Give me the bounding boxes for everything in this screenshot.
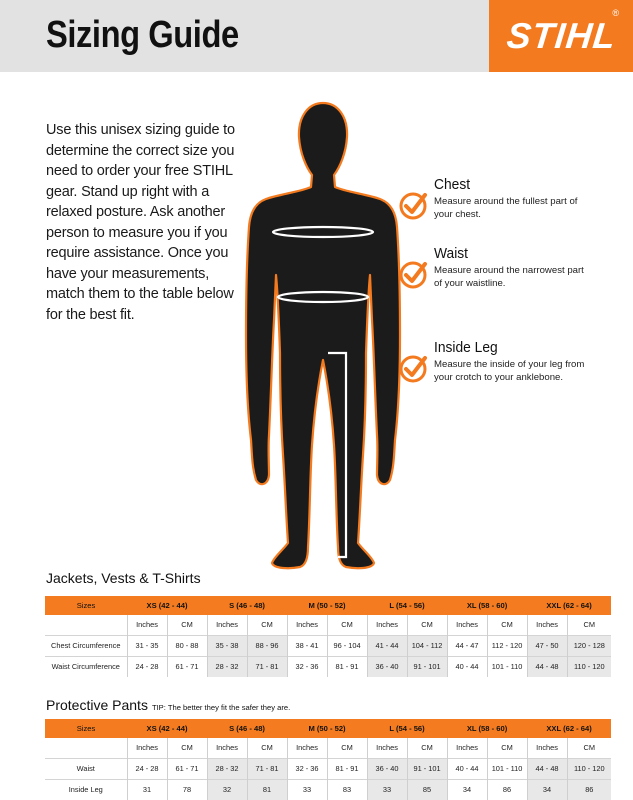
intro-text: Use this unisex sizing guide to determine the correct size you need to order your free STIHL gear. Stand up right with a relaxed posture. Ask another person to measure you if you require assistance. Once you have your measurements, match them to the table below for the best fit. [46, 122, 235, 323]
unit-cm: CM [407, 615, 447, 635]
table-row [45, 758, 611, 779]
table-cell: 34 [447, 779, 487, 800]
table-cell: 110 - 120 [567, 656, 611, 677]
table-cell: 91 - 101 [407, 758, 447, 779]
unit-inches: Inches [367, 738, 407, 758]
unit-inches: Inches [527, 615, 567, 635]
table-cell: 61 - 71 [167, 758, 207, 779]
row-label: Waist Circumference [45, 656, 127, 677]
unit-inches: Inches [127, 738, 167, 758]
table-cell: 35 - 38 [207, 635, 247, 656]
empty-cell [45, 615, 127, 635]
unit-cm: CM [167, 738, 207, 758]
table-cell: 96 - 104 [327, 635, 367, 656]
table-cell: 80 - 88 [167, 635, 207, 656]
table-cell: 31 [127, 779, 167, 800]
registered-mark: ® [612, 8, 619, 18]
page-title: Sizing Guide [46, 14, 239, 56]
unit-cm: CM [407, 738, 447, 758]
table-cell: 34 [527, 779, 567, 800]
table-cell: 71 - 81 [247, 758, 287, 779]
unit-inches: Inches [127, 615, 167, 635]
body-silhouette-figure [238, 95, 408, 575]
unit-inches: Inches [287, 738, 327, 758]
table-cell: 86 [487, 779, 527, 800]
unit-cm: CM [487, 615, 527, 635]
inside-leg-title: Inside Leg [434, 339, 498, 356]
waist-title: Waist [434, 245, 468, 262]
unit-cm: CM [247, 738, 287, 758]
table-cell: 86 [567, 779, 611, 800]
table-cell: 36 - 40 [367, 656, 407, 677]
chest-title: Chest [434, 176, 471, 193]
table-cell: 40 - 44 [447, 656, 487, 677]
size-xs: XS (42 - 44) [127, 719, 207, 738]
table-cell: 41 - 44 [367, 635, 407, 656]
unit-inches: Inches [207, 615, 247, 635]
table-cell: 81 [247, 779, 287, 800]
table-cell: 91 - 101 [407, 656, 447, 677]
table-units-row [45, 615, 611, 635]
chest-desc: Measure around the fullest part of your chest. [434, 196, 578, 220]
table-size-header-row [45, 596, 611, 615]
table-cell: 61 - 71 [167, 656, 207, 677]
table-cell: 33 [367, 779, 407, 800]
table-cell: 36 - 40 [367, 758, 407, 779]
unit-cm: CM [247, 615, 287, 635]
size-xxl: XXL (62 - 64) [527, 596, 611, 615]
size-m: M (50 - 52) [287, 719, 367, 738]
table-cell: 24 - 28 [127, 758, 167, 779]
size-s: S (46 - 48) [207, 719, 287, 738]
table-cell: 33 [287, 779, 327, 800]
size-xl: XL (58 - 60) [447, 596, 527, 615]
unit-inches: Inches [207, 738, 247, 758]
unit-inches: Inches [447, 615, 487, 635]
row-label: Chest Circumference [45, 635, 127, 656]
table-cell: 28 - 32 [207, 758, 247, 779]
table-cell: 83 [327, 779, 367, 800]
table-cell: 24 - 28 [127, 656, 167, 677]
table-row [45, 635, 611, 656]
table-cell: 104 - 112 [407, 635, 447, 656]
table-cell: 44 - 48 [527, 656, 567, 677]
waist-desc: Measure around the narrowest part of your waistline. [434, 265, 584, 289]
check-circle-icon [398, 353, 428, 383]
body-silhouette [246, 103, 400, 568]
table-cell: 101 - 110 [487, 758, 527, 779]
size-xs: XS (42 - 44) [127, 596, 207, 615]
unit-cm: CM [167, 615, 207, 635]
unit-cm: CM [487, 738, 527, 758]
logo-text: STIHL [504, 15, 618, 56]
inside-leg-desc: Measure the inside of your leg from your crotch to your anklebone. [434, 359, 585, 383]
jackets-section-title: Jackets, Vests & T-Shirts [46, 570, 201, 586]
unit-inches: Inches [447, 738, 487, 758]
table-cell: 32 - 36 [287, 656, 327, 677]
table-cell: 85 [407, 779, 447, 800]
pants-section-title [46, 697, 290, 713]
table-cell: 71 - 81 [247, 656, 287, 677]
table-units-row [45, 738, 611, 758]
table-row [45, 779, 611, 800]
table-cell: 32 [207, 779, 247, 800]
unit-inches: Inches [287, 615, 327, 635]
size-xl: XL (58 - 60) [447, 719, 527, 738]
unit-cm: CM [567, 738, 611, 758]
pants-size-table [45, 719, 611, 800]
table-cell: 28 - 32 [207, 656, 247, 677]
table-cell: 112 - 120 [487, 635, 527, 656]
table-cell: 110 - 120 [567, 758, 611, 779]
row-label: Waist [45, 758, 127, 779]
table-size-header-row [45, 719, 611, 738]
table-cell: 32 - 36 [287, 758, 327, 779]
table-cell: 120 - 128 [567, 635, 611, 656]
table-cell: 88 - 96 [247, 635, 287, 656]
jackets-size-table [45, 596, 611, 677]
table-row [45, 656, 611, 677]
table-cell: 81 - 91 [327, 758, 367, 779]
size-xxl: XXL (62 - 64) [527, 719, 611, 738]
pants-title: Protective Pants [46, 697, 148, 713]
table-cell: 47 - 50 [527, 635, 567, 656]
stihl-logo [489, 0, 633, 72]
check-circle-icon [398, 190, 428, 220]
table-cell: 78 [167, 779, 207, 800]
unit-cm: CM [327, 738, 367, 758]
unit-inches: Inches [367, 615, 407, 635]
row-label: Inside Leg [45, 779, 127, 800]
unit-cm: CM [327, 615, 367, 635]
size-s: S (46 - 48) [207, 596, 287, 615]
check-circle-icon [398, 259, 428, 289]
table-cell: 81 - 91 [327, 656, 367, 677]
table-cell: 44 - 47 [447, 635, 487, 656]
table-cell: 101 - 110 [487, 656, 527, 677]
sizes-label: Sizes [45, 596, 127, 615]
empty-cell [45, 738, 127, 758]
header-band [0, 0, 633, 72]
sizes-label: Sizes [45, 719, 127, 738]
table-cell: 38 - 41 [287, 635, 327, 656]
unit-inches: Inches [527, 738, 567, 758]
unit-cm: CM [567, 615, 611, 635]
size-m: M (50 - 52) [287, 596, 367, 615]
table-cell: 31 - 35 [127, 635, 167, 656]
pants-tip: TIP: The better they fit the safer they are. [151, 703, 291, 712]
table-cell: 44 - 48 [527, 758, 567, 779]
size-l: L (54 - 56) [367, 596, 447, 615]
size-l: L (54 - 56) [367, 719, 447, 738]
table-cell: 40 - 44 [447, 758, 487, 779]
